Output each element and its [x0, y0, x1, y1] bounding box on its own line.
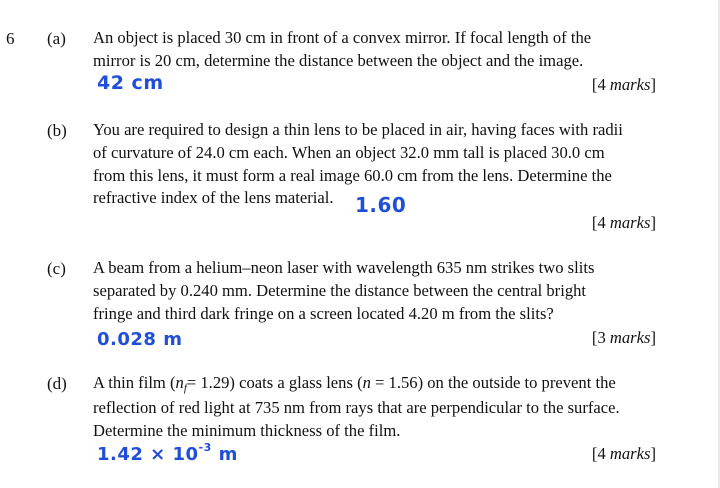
part-b-line-1: You are required to design a thin lens to be placed in air, having faces with radii: [93, 120, 623, 139]
part-c-label: (c): [47, 259, 66, 278]
part-d-line-1-b: = 1.29) coats a glass lens (: [186, 373, 363, 392]
part-c-line-1: A beam from a helium–neon laser with wavelength 635 nm strikes two slits: [93, 258, 595, 277]
part-a-label: (a): [47, 29, 66, 48]
part-d-answer-base: 1.42 × 10: [97, 444, 199, 465]
part-a-marks-count: 4: [597, 75, 606, 94]
part-d-symbol-n: n: [362, 373, 371, 392]
part-d-answer: [97, 443, 238, 465]
part-d-marks: [4 marks]: [591, 444, 656, 463]
part-b-line-4: refractive index of the lens material.: [93, 188, 334, 208]
part-b-line-2: of curvature of 24.0 cm each. When an object 32.0 mm tall is placed 30.0 cm: [93, 142, 605, 162]
part-c-line-3: fringe and third dark fringe on a screen located 4.20 m from the slits?: [93, 303, 554, 323]
part-d-line-2: reflection of red light at 735 nm from rays that are perpendicular to the surface.: [93, 397, 620, 417]
part-c-line-2: separated by 0.240 mm. Determine the distance between the central bright: [93, 280, 587, 300]
part-d-answer-unit: m: [211, 444, 238, 465]
part-d-line-3: Determine the minimum thickness of the film.: [93, 420, 401, 440]
part-a-line-1: An object is placed 30 cm in front of a convex mirror. If focal length of the: [93, 28, 592, 47]
part-b-marks: [4 marks]: [591, 213, 656, 232]
part-b-marks-word: marks: [609, 213, 651, 232]
part-a-text: [93, 27, 653, 73]
part-d-subscript-f: f: [183, 382, 187, 394]
part-c-marks: [3 marks]: [591, 328, 656, 347]
part-b-marks-count: 4: [597, 213, 606, 232]
part-d-symbol-nf: n: [175, 373, 184, 392]
part-d-answer-exponent: -3: [198, 441, 212, 454]
part-b-line-3: from this lens, it must form a real image 60.0 cm from the lens. Determine the: [93, 165, 612, 185]
part-d-marks-word: marks: [609, 444, 651, 463]
part-a-marks-word: marks: [609, 75, 651, 94]
part-d-label: (d): [47, 374, 67, 393]
part-c-marks-word: marks: [609, 328, 651, 347]
part-a-line-2: mirror is 20 cm, determine the distance between the object and the image.: [93, 50, 584, 70]
part-c-answer: 0.028 m: [97, 329, 183, 350]
part-d-marks-count: 4: [597, 444, 606, 463]
part-d-line-1: [93, 372, 653, 397]
part-b-label: (b): [47, 121, 67, 140]
part-c-marks-count: 3: [597, 328, 606, 347]
part-d-line-1-c: = 1.56) on the outside to prevent the: [370, 373, 616, 392]
part-b-answer: 1.60: [355, 193, 407, 217]
part-a-answer: 42 cm: [97, 72, 164, 94]
part-d-line-1-a: A thin film (: [93, 373, 176, 392]
part-a-marks: [4 marks]: [591, 75, 656, 94]
part-c-text: [93, 257, 653, 325]
question-number: 6: [6, 29, 15, 48]
part-d-text: [93, 372, 653, 442]
